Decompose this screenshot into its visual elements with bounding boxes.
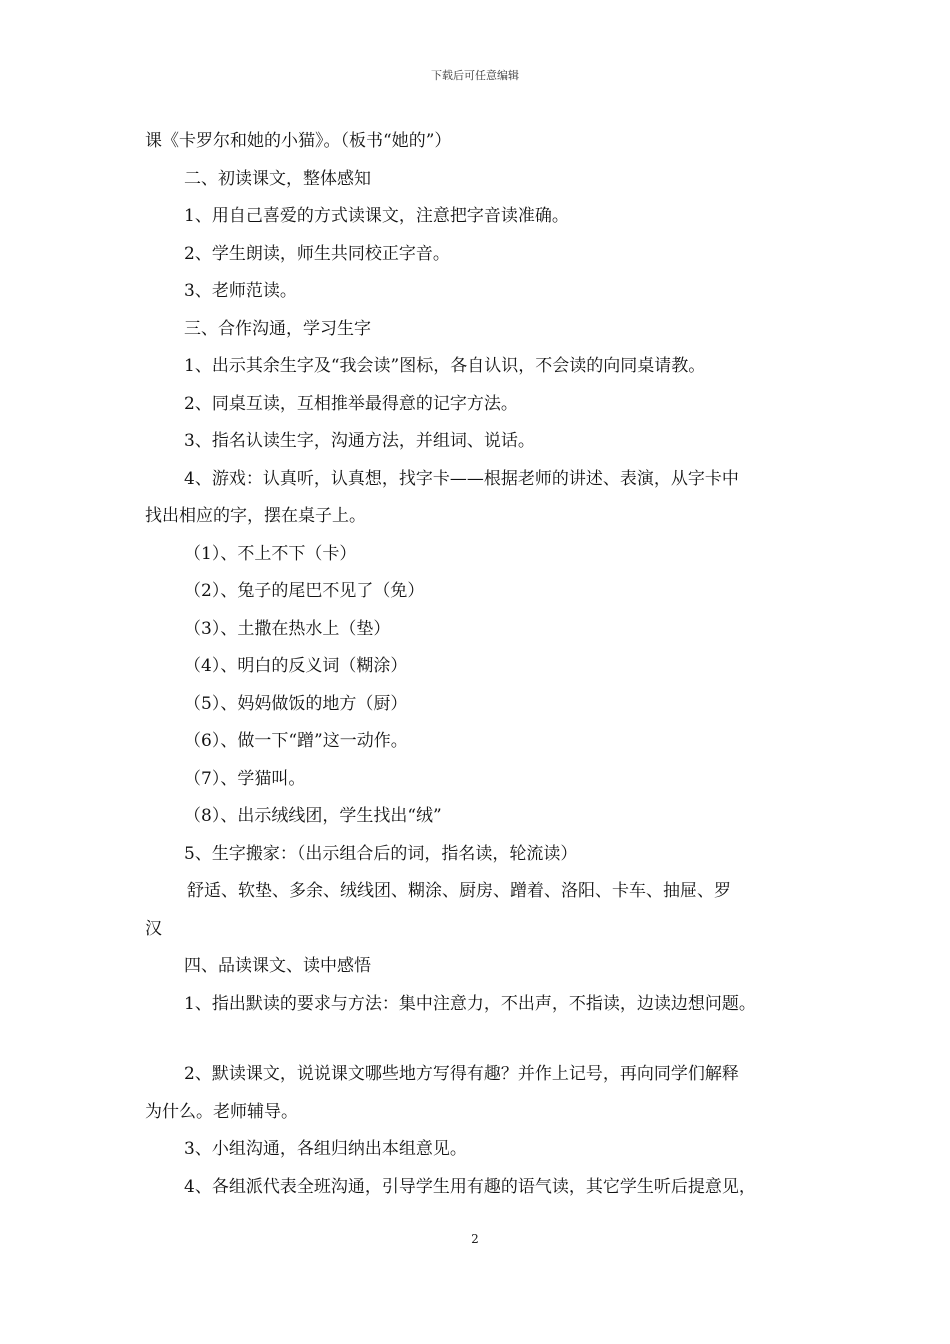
list-item: （7）、学猫叫。 [184, 768, 306, 789]
paragraph-continuation: 为什么。老师辅导。 [145, 1101, 298, 1122]
list-item: （1）、不上不下（卡） [184, 543, 357, 564]
list-item: （2）、兔子的尾巴不见了（免） [184, 581, 425, 601]
paragraph: 3、小组沟通，各组归纳出本组意见。 [184, 1139, 467, 1159]
section-heading-3: 三、合作沟通，学习生字 [184, 318, 371, 339]
paragraph: 3、指名认读生字，沟通方法，并组词、说话。 [184, 431, 535, 451]
list-item: （3）、土撒在热水上（垫） [184, 618, 391, 639]
section-heading-2: 二、初读课文，整体感知 [184, 168, 371, 189]
list-item: （4）、明白的反义词（糊涂） [184, 656, 408, 676]
page-header: 下载后可任意编辑 [431, 69, 519, 82]
paragraph: 2、学生朗读，师生共同校正字音。 [184, 243, 450, 264]
paragraph-continuation: 找出相应的字，摆在桌子上。 [145, 506, 366, 526]
paragraph: 4、各组派代表全班沟通，引导学生用有趣的语气读，其它学生听后提意见， [184, 1176, 756, 1197]
list-item: （6）、做一下“蹭”这一动作。 [184, 731, 408, 751]
word-list: 舒适、软垫、多余、绒线团、糊涂、厨房、蹭着、洛阳、卡车、抽屉、罗 [187, 881, 731, 901]
list-item: （5）、妈妈做饭的地方（厨） [184, 693, 408, 714]
paragraph-continuation: 汉 [145, 918, 162, 939]
section-heading-4: 四、品读课文、读中感悟 [184, 956, 371, 976]
paragraph-spacer [145, 1023, 825, 1056]
paragraph: 1、用自己喜爱的方式读课文，注意把字音读准确。 [184, 206, 569, 226]
paragraph: 3、老师范读。 [184, 281, 297, 301]
paragraph: 2、同桌互读，互相推举最得意的记字方法。 [184, 393, 518, 414]
list-item: （8）、出示绒线团，学生找出“绒” [184, 806, 442, 826]
paragraph: 5、生字搬家：（出示组合后的词，指名读，轮流读） [184, 843, 578, 864]
paragraph: 2、默读课文，说说课文哪些地方写得有趣？并作上记号，再向同学们解释 [184, 1064, 739, 1084]
paragraph: 1、指出默读的要求与方法：集中注意力，不出声，不指读，边读边想问题。 [184, 993, 756, 1014]
paragraph-lesson-title: 课《卡罗尔和她的小猫》。（板书“她的”） [145, 131, 452, 151]
page-number: 2 [471, 1232, 479, 1246]
document-body [145, 123, 825, 1206]
paragraph: 1、出示其余生字及“我会读”图标，各自认识，不会读的向同桌请教。 [184, 356, 706, 376]
paragraph: 4、游戏：认真听，认真想，找字卡——根据老师的讲述、表演，从字卡中 [184, 468, 739, 489]
